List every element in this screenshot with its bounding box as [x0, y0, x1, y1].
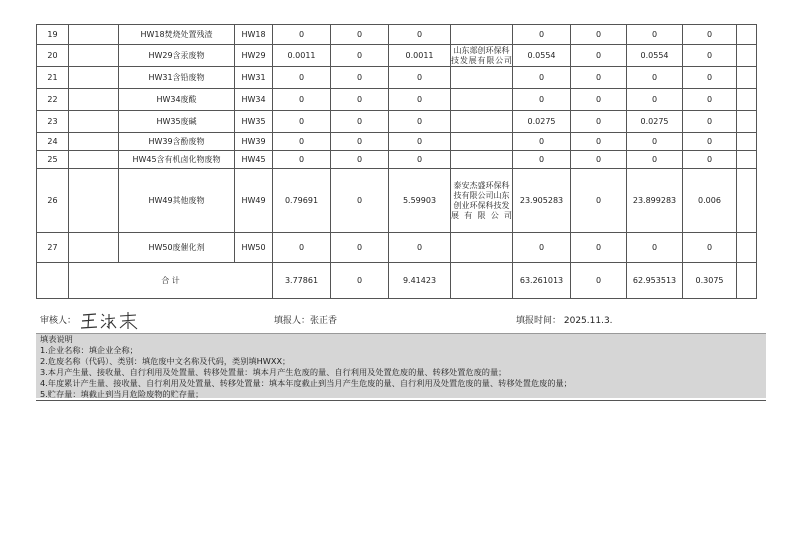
- row-number: 23: [37, 111, 69, 133]
- value-cell: 0: [571, 67, 627, 89]
- blank-cell: [69, 151, 119, 169]
- value-cell: 0: [331, 111, 389, 133]
- row-number: 21: [37, 67, 69, 89]
- waste-code: HW45: [235, 151, 273, 169]
- row-number: 26: [37, 169, 69, 233]
- value-cell: 0: [331, 25, 389, 45]
- value-cell: 0: [571, 25, 627, 45]
- total-row: [37, 263, 757, 299]
- waste-code: HW39: [235, 133, 273, 151]
- disposal-company: [451, 25, 513, 45]
- note-line: 5.贮存量：填截止到当月危险废物的贮存量；: [36, 389, 766, 401]
- blank-cell: [737, 45, 757, 67]
- row-number: 24: [37, 133, 69, 151]
- row-number: 27: [37, 233, 69, 263]
- blank-cell: [69, 133, 119, 151]
- disposal-company: [451, 111, 513, 133]
- value-cell: 0.0275: [627, 111, 683, 133]
- table-row: [37, 233, 757, 263]
- blank-cell: [37, 263, 69, 299]
- fill-date: 填报时间： 2025.11.3.: [516, 316, 613, 326]
- waste-name: HW18焚烧处置残渣: [119, 25, 235, 45]
- value-cell: 0.79691: [273, 169, 331, 233]
- value-cell: 0: [571, 233, 627, 263]
- disposal-company: [451, 233, 513, 263]
- value-cell: 0.0011: [273, 45, 331, 67]
- disposal-company: 泰安杰盛环保科技有限公司山东创业环保科技发展有限公司: [451, 169, 513, 233]
- waste-name: HW31含铅废物: [119, 67, 235, 89]
- value-cell: 0.0275: [513, 111, 571, 133]
- value-cell: 0: [627, 25, 683, 45]
- blank-cell: [69, 169, 119, 233]
- disposal-company: [451, 89, 513, 111]
- row-number: 25: [37, 151, 69, 169]
- blank-cell: [737, 25, 757, 45]
- value-cell: 0: [683, 25, 737, 45]
- value-cell: 0: [571, 111, 627, 133]
- notes-heading: 填表说明: [40, 334, 73, 344]
- blank-cell: [69, 67, 119, 89]
- blank-cell: [737, 169, 757, 233]
- value-cell: 0: [627, 89, 683, 111]
- blank-cell: [69, 45, 119, 67]
- disposal-company: [451, 133, 513, 151]
- value-cell: 0: [571, 151, 627, 169]
- value-cell: 0: [571, 89, 627, 111]
- waste-code: HW50: [235, 233, 273, 263]
- value-cell: 0.0011: [389, 45, 451, 67]
- total-value: 9.41423: [389, 263, 451, 299]
- value-cell: 0: [331, 233, 389, 263]
- total-value: 3.77861: [273, 263, 331, 299]
- value-cell: 0: [273, 89, 331, 111]
- reviewer-label: 审核人：: [40, 316, 77, 326]
- row-number: 19: [37, 25, 69, 45]
- blank-cell: [737, 111, 757, 133]
- value-cell: 23.899283: [627, 169, 683, 233]
- waste-code: HW29: [235, 45, 273, 67]
- value-cell: 0: [331, 133, 389, 151]
- total-value: 63.261013: [513, 263, 571, 299]
- total-label: 合 计: [69, 263, 273, 299]
- total-value: 0.3075: [683, 263, 737, 299]
- value-cell: 0: [331, 169, 389, 233]
- value-cell: 0.006: [683, 169, 737, 233]
- waste-name: HW39含酚废物: [119, 133, 235, 151]
- total-value: 0: [331, 263, 389, 299]
- value-cell: 0: [513, 233, 571, 263]
- value-cell: 0: [627, 233, 683, 263]
- value-cell: 0: [273, 133, 331, 151]
- waste-name: HW29含汞废物: [119, 45, 235, 67]
- blank-cell: [737, 89, 757, 111]
- value-cell: 0: [513, 133, 571, 151]
- disposal-company: [451, 67, 513, 89]
- waste-code: HW49: [235, 169, 273, 233]
- filler-label: 填报人：张正香: [274, 316, 338, 326]
- value-cell: 0: [513, 25, 571, 45]
- value-cell: 0: [513, 89, 571, 111]
- waste-name: HW35废碱: [119, 111, 235, 133]
- value-cell: 0: [683, 89, 737, 111]
- value-cell: 0: [273, 67, 331, 89]
- value-cell: 5.59903: [389, 169, 451, 233]
- value-cell: 0: [389, 111, 451, 133]
- value-cell: 23.905283: [513, 169, 571, 233]
- value-cell: 0: [389, 151, 451, 169]
- blank-cell: [737, 133, 757, 151]
- table-row: [37, 25, 757, 45]
- value-cell: 0: [627, 151, 683, 169]
- table-row: [37, 133, 757, 151]
- total-value: 62.953513: [627, 263, 683, 299]
- blank-cell: [737, 263, 757, 299]
- blank-cell: [69, 25, 119, 45]
- blank-cell: [69, 89, 119, 111]
- table-row: [37, 67, 757, 89]
- table-row: [37, 45, 757, 67]
- signature-row: [36, 309, 766, 331]
- waste-code: HW18: [235, 25, 273, 45]
- disposal-company: [451, 151, 513, 169]
- value-cell: 0: [513, 151, 571, 169]
- blank-cell: [451, 263, 513, 299]
- value-cell: 0: [273, 151, 331, 169]
- value-cell: 0: [273, 111, 331, 133]
- value-cell: 0: [683, 45, 737, 67]
- note-line: 3.本月产生量、接收量、自行利用及处置量、转移处置量：填本月产生危废的量、自行利用及处置危废的量、转移处置危废的量；: [40, 367, 507, 377]
- waste-code: HW31: [235, 67, 273, 89]
- value-cell: 0: [683, 151, 737, 169]
- waste-code: HW34: [235, 89, 273, 111]
- table-row: [37, 89, 757, 111]
- disposal-company: 山东郯创环保科技发展有限公司: [451, 45, 512, 65]
- value-cell: 0: [389, 233, 451, 263]
- reviewer-handwritten-signature: [80, 308, 140, 332]
- value-cell: 0: [571, 133, 627, 151]
- value-cell: 0.0554: [627, 45, 683, 67]
- value-cell: 0: [683, 67, 737, 89]
- value-cell: 0: [273, 25, 331, 45]
- table-row: [37, 169, 757, 233]
- blank-cell: [69, 111, 119, 133]
- value-cell: 0: [331, 151, 389, 169]
- value-cell: 0: [331, 45, 389, 67]
- table-row: [37, 111, 757, 133]
- waste-name: HW50废催化剂: [119, 233, 235, 263]
- value-cell: 0: [389, 133, 451, 151]
- value-cell: 0: [389, 67, 451, 89]
- value-cell: 0: [571, 45, 627, 67]
- value-cell: 0: [627, 133, 683, 151]
- row-number: 20: [37, 45, 69, 67]
- value-cell: 0: [513, 67, 571, 89]
- value-cell: 0: [389, 89, 451, 111]
- blank-cell: [69, 233, 119, 263]
- note-line: 2.危废名称（代码）、类别：填危废中文名称及代码，类别填HWXX；: [40, 356, 291, 366]
- waste-code: HW35: [235, 111, 273, 133]
- value-cell: 0: [389, 25, 451, 45]
- row-number: 22: [37, 89, 69, 111]
- blank-cell: [737, 151, 757, 169]
- table-row: [37, 151, 757, 169]
- value-cell: 0: [331, 89, 389, 111]
- waste-name: HW49其他废物: [119, 169, 235, 233]
- hazardous-waste-table: [36, 24, 757, 299]
- value-cell: 0: [627, 67, 683, 89]
- value-cell: 0: [683, 233, 737, 263]
- blank-cell: [737, 233, 757, 263]
- value-cell: 0: [273, 233, 331, 263]
- value-cell: 0: [331, 67, 389, 89]
- note-line: 4.年度累计产生量、接收量、自行利用及处置量、转移处置量：填本年度截止到当月产生危废的量、自行利用及处置危废的量、转移处置危废的量；: [40, 378, 572, 388]
- blank-cell: [737, 67, 757, 89]
- value-cell: 0: [683, 133, 737, 151]
- filling-instructions: [36, 333, 766, 398]
- waste-name: HW34废酸: [119, 89, 235, 111]
- note-line: 1.企业名称：填企业全称；: [40, 345, 138, 355]
- value-cell: 0: [571, 169, 627, 233]
- value-cell: 0: [683, 111, 737, 133]
- value-cell: 0.0554: [513, 45, 571, 67]
- waste-name: HW45含有机卤化物废物: [119, 151, 235, 169]
- total-value: 0: [571, 263, 627, 299]
